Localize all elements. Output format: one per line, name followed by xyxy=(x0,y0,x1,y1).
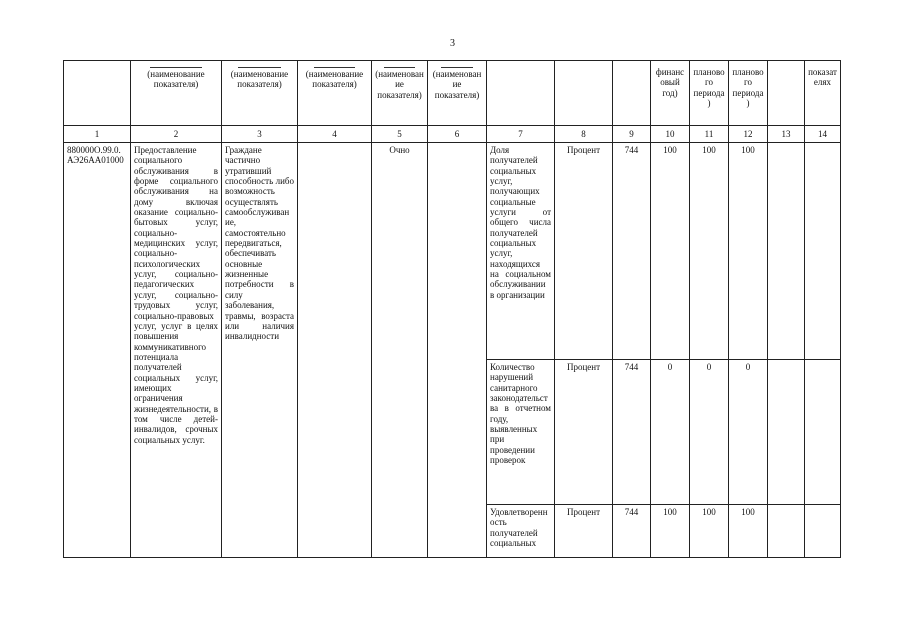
empty-cell xyxy=(805,360,841,505)
okei-code: 744 xyxy=(613,505,651,558)
empty-cell xyxy=(768,143,805,360)
column-number: 11 xyxy=(690,126,729,143)
column-number: 5 xyxy=(372,126,428,143)
header-cell-12 xyxy=(729,61,768,126)
header-label: (наименование показателя) xyxy=(147,69,205,90)
column-number: 4 xyxy=(298,126,372,143)
header-cell-5 xyxy=(372,61,428,126)
header-label: (наименование показателя) xyxy=(305,69,364,90)
header-cell-10 xyxy=(651,61,690,126)
value-current-year: 0 xyxy=(651,360,690,505)
empty-cell xyxy=(768,505,805,558)
column-number: 14 xyxy=(805,126,841,143)
column-number: 6 xyxy=(428,126,487,143)
empty-cell xyxy=(805,505,841,558)
okei-code: 744 xyxy=(613,360,651,505)
header-cell-8 xyxy=(555,61,613,126)
service-code: 880000О.99.0.АЭ26АА01000 xyxy=(64,143,131,558)
column-number: 2 xyxy=(131,126,222,143)
indicator-name: Количество нарушений санитарного законодательства в отчетном году, выявленных при проведении проверок xyxy=(487,360,555,505)
header-label: (наименование показателя) xyxy=(375,69,424,100)
page-number: 3 xyxy=(450,38,455,49)
indicator-name: Доля получателей социальных услуг, получающих социальные услуги от общего числа получателей социальных услуг, находящихся на социальном обслуживании в организации xyxy=(487,143,555,360)
value-plan-year-1: 100 xyxy=(690,505,729,558)
header-label: (наименование показателя) xyxy=(432,69,482,100)
header-row xyxy=(64,61,841,126)
column-number: 13 xyxy=(768,126,805,143)
value-plan-year-2: 100 xyxy=(729,505,768,558)
column-number: 8 xyxy=(555,126,613,143)
column-number: 9 xyxy=(613,126,651,143)
header-label: финансовый год) xyxy=(655,67,685,98)
indicator-name: Удовлетворенность получателей социальных xyxy=(487,505,555,558)
value-plan-year-2: 100 xyxy=(729,143,768,360)
indicator-unit: Процент xyxy=(555,505,613,558)
header-label: показателях xyxy=(808,67,837,88)
header-label: (наименование показателя) xyxy=(230,69,289,90)
header-cell-3 xyxy=(222,61,298,126)
header-label: планового периода) xyxy=(693,67,725,109)
value-current-year: 100 xyxy=(651,505,690,558)
service-indicators-table xyxy=(63,60,841,558)
header-cell-2 xyxy=(131,61,222,126)
column-number: 1 xyxy=(64,126,131,143)
indicator-unit: Процент xyxy=(555,360,613,505)
column-number-row xyxy=(64,126,841,143)
header-cell-1 xyxy=(64,61,131,126)
header-cell-9 xyxy=(613,61,651,126)
indicator-unit: Процент xyxy=(555,143,613,360)
table-row xyxy=(64,143,841,360)
service-name: Предоставление социального обслуживания в форме социального обслуживания на дому включая оказание социально-бытовых услуг, социально-медицинских услуг, социально-психологических услуг, социально-педагогических услуг, социально-трудовых услуг, социально-правовых услуг, услуг в целях повышения коммуникативного потенциала получателей социальных услуг, имеющих ограничения жизнедеятельности, в том числе детей-инвалидов, срочных социальных услуг. xyxy=(131,143,222,558)
column-number: 3 xyxy=(222,126,298,143)
value-plan-year-1: 100 xyxy=(690,143,729,360)
empty-indicator-cell xyxy=(428,143,487,558)
empty-cell xyxy=(768,360,805,505)
header-cell-7 xyxy=(487,61,555,126)
column-number: 12 xyxy=(729,126,768,143)
empty-cell xyxy=(805,143,841,360)
value-plan-year-1: 0 xyxy=(690,360,729,505)
okei-code: 744 xyxy=(613,143,651,360)
column-number: 10 xyxy=(651,126,690,143)
header-label: планового периода) xyxy=(732,67,764,109)
header-cell-14 xyxy=(805,61,841,126)
column-number: 7 xyxy=(487,126,555,143)
header-cell-6 xyxy=(428,61,487,126)
recipient-category: Граждане частично утративший способность либо возможность осуществлять самообслуживание, самостоятельно передвигаться, обеспечивать основные жизненные потребности в силу заболевания, травмы, возраста или наличия инвалидности xyxy=(222,143,298,558)
service-form: Очно xyxy=(372,143,428,558)
value-plan-year-2: 0 xyxy=(729,360,768,505)
header-cell-4 xyxy=(298,61,372,126)
header-cell-13 xyxy=(768,61,805,126)
value-current-year: 100 xyxy=(651,143,690,360)
empty-indicator-cell xyxy=(298,143,372,558)
header-cell-11 xyxy=(690,61,729,126)
